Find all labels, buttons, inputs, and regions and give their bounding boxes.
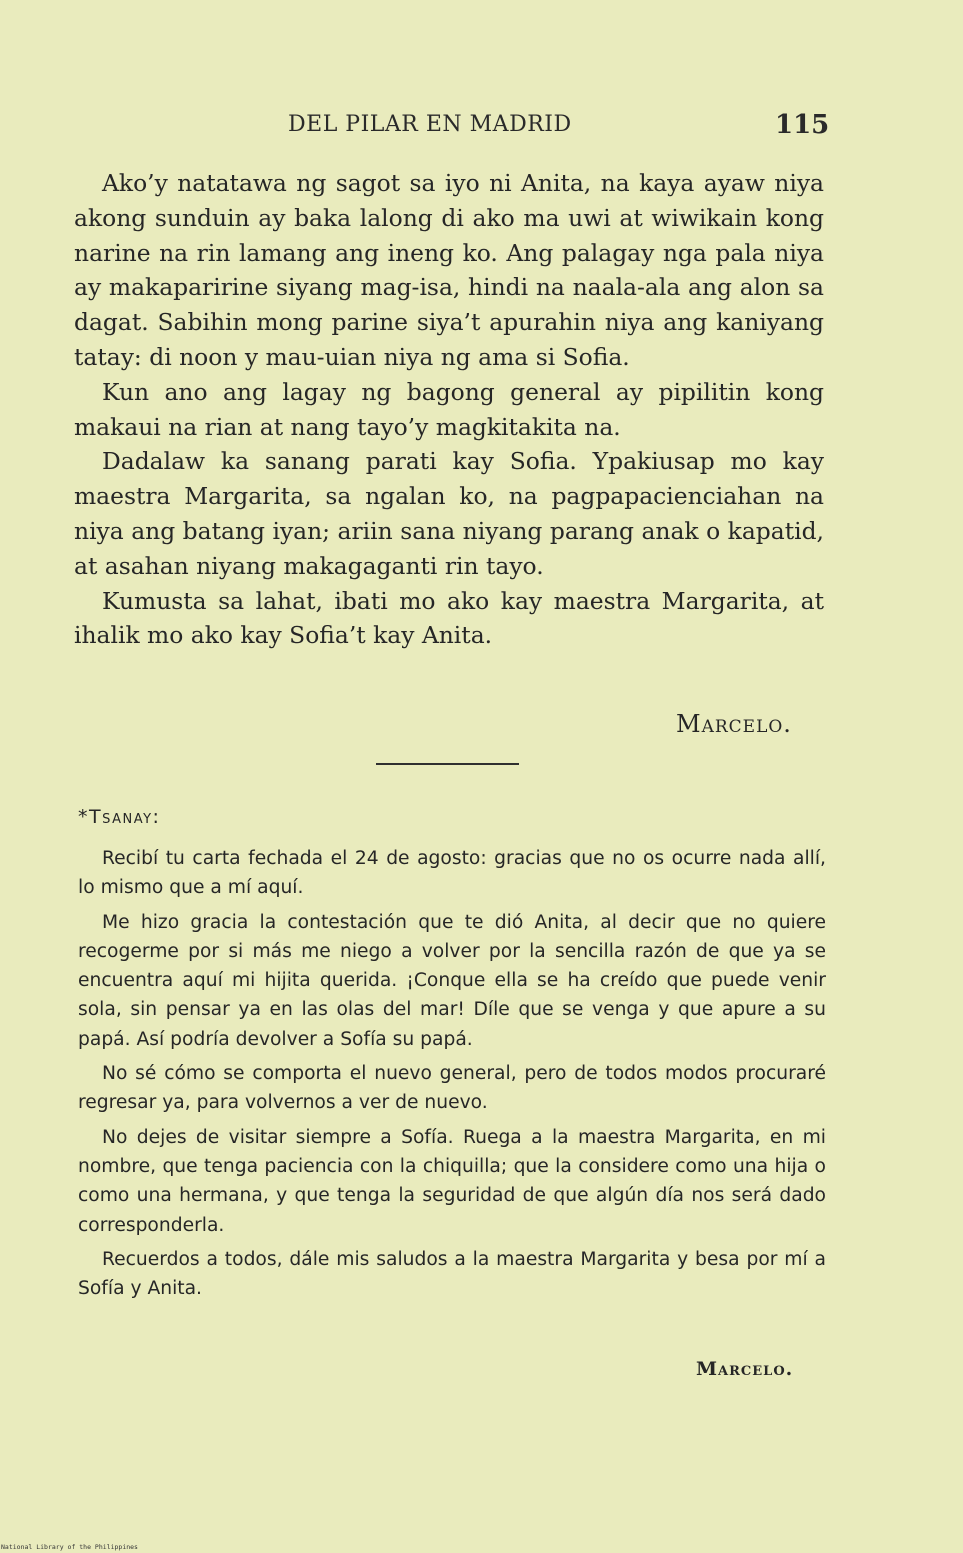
spanish-paragraph: Recibí tu carta fechada el 24 de agosto: gracias que no os ocurre nada allí, lo mismo que a mí aquí.	[78, 848, 826, 899]
tagalog-paragraph: Kun ano ang lagay ng bagong general ay pipilitin kong makaui na rian at nang tayo’y magkitakita na.	[74, 377, 824, 441]
tagalog-paragraph: Dadalaw ka sanang parati kay Sofia. Ypakiusap mo kay maestra Margarita, sa ngalan ko, na pagpapacienciahan na niya ang batang iyan; ariin sana niyang parang anak o kapatid, at asahan niyang makagaganti rin tayo.	[74, 447, 824, 580]
library-credit: National Library of the Philippines	[1, 1543, 138, 1551]
spanish-paragraph: No sé cómo se comporta el nuevo general, pero de todos modos procuraré regresar ya, para volvernos a ver de nuevo.	[78, 1063, 826, 1114]
tagalog-letter-body	[74, 166, 824, 653]
tagalog-paragraph: Kumusta sa lahat, ibati mo ako kay maestra Margarita, at ihalik mo ako kay Sofia’t kay Anita.	[74, 586, 824, 650]
spanish-paragraph: Me hizo gracia la contestación que te dió Anita, al decir que no quiere recogerme por si más me niego a volver por la sencilla razón de que ya se encuentra aquí mi hijita querida. ¡Conque ella se ha creído que puede venir sola, sin pensar ya en las olas del mar! Díle que se venga y que apure a su papá. Así podría devolver a Sofía su papá.	[78, 911, 826, 1050]
page-header	[0, 110, 963, 144]
translation-heading: *Tsanay:	[78, 806, 161, 828]
spanish-signature: Marcelo.	[696, 1358, 794, 1380]
spanish-translation-body	[78, 844, 826, 1308]
running-title: DEL PILAR EN MADRID	[288, 112, 572, 137]
section-divider	[376, 763, 519, 765]
tagalog-paragraph: Ako’y natatawa ng sagot sa iyo ni Anita, na kaya ayaw niya akong sunduin ay baka lalong di ako ma uwi at wiwikain kong narine na rin lamang ang ineng ko. Ang palagay nga pala niya ay makaparirine siyang mag-isa, hindi na naala-ala ang alon sa dagat. Sabihin mong parine siya’t apurahin niya ang kaniyang tatay: di noon y mau-uian niya ng ama si Sofia.	[74, 169, 824, 371]
page-number: 115	[775, 110, 830, 140]
spanish-paragraph: No dejes de visitar siempre a Sofía. Ruega a la maestra Margarita, en mi nombre, que tenga paciencia con la chiquilla; que la considere como una hija o como una hermana, y que tenga la seguridad de que algún día nos será dado corresponderla.	[78, 1126, 826, 1236]
spanish-paragraph: Recuerdos a todos, dále mis saludos a la maestra Margarita y besa por mí a Sofía y Anita.	[78, 1248, 826, 1300]
tagalog-signature: Marcelo.	[676, 710, 792, 738]
